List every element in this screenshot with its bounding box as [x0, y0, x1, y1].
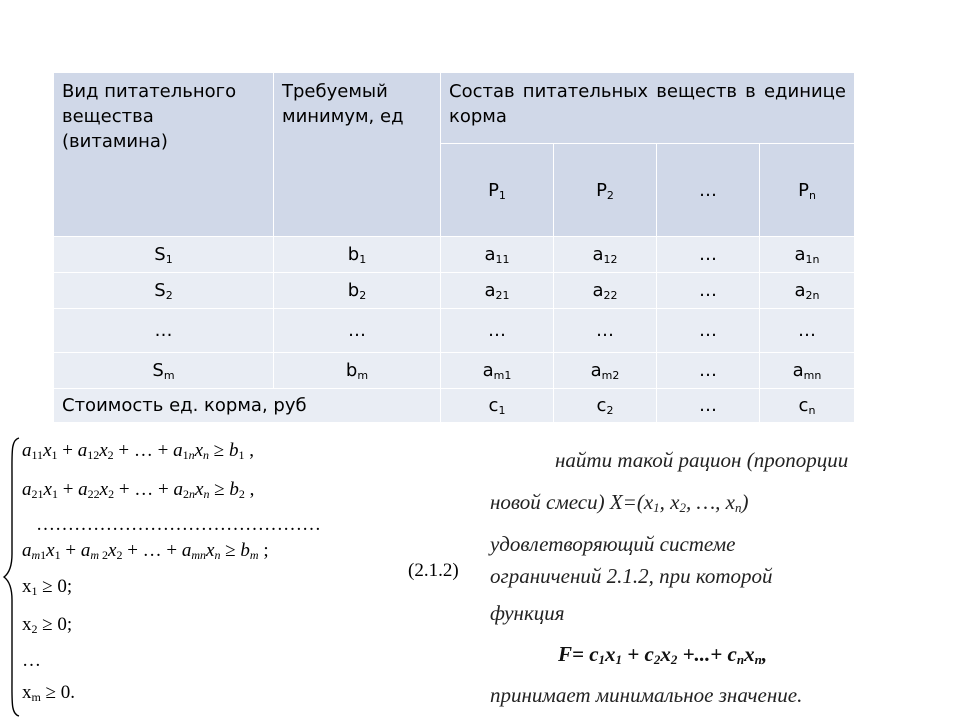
coefficient-cell: … — [657, 309, 760, 353]
coefficient-cell: $a_{21}$ — [441, 273, 554, 309]
feed-header-cell: $P_n$ — [760, 144, 855, 237]
nutrient-cell: $S_1$ — [54, 237, 274, 273]
header-nutrient-type: Вид питательного вещества (витамина) — [54, 73, 274, 237]
coefficient-cell: $a_{1n}$ — [760, 237, 855, 273]
coefficient-cell: … — [554, 309, 657, 353]
cost-cell: … — [657, 389, 760, 423]
coefficient-cell: $a_{22}$ — [554, 273, 657, 309]
cost-row — [54, 389, 855, 423]
constraint-row-m: $a_{m1}x_1 + a_{m 2}x_2$ + … + $a_{mn}x_n \ge b_m$ ; — [22, 540, 269, 562]
cost-label: Стоимость ед. корма, руб — [54, 389, 441, 423]
table-row — [54, 309, 855, 353]
text-line: функция — [490, 601, 565, 625]
coefficient-cell: $a_{11}$ — [441, 237, 554, 273]
left-brace — [2, 436, 22, 718]
table-row — [54, 273, 855, 309]
text-line: ограничений 2.1.2, при которой — [490, 564, 773, 588]
cost-cell: $c_1$ — [441, 389, 554, 423]
header-required-minimum: Требуемый минимум, ед — [274, 73, 441, 237]
feed-header-cell: … — [657, 144, 760, 237]
coefficient-cell: … — [657, 273, 760, 309]
nonneg-x2: $x_2 \ge 0$; — [22, 614, 73, 636]
coefficient-cell: $a_{mn}$ — [760, 353, 855, 389]
coefficient-cell: $a_{2n}$ — [760, 273, 855, 309]
nonneg-ellipsis: … — [22, 650, 41, 671]
constraint-row-1: $a_{11}x_1 + a_{12}x_2$ + … + $a_{1n}x_n \ge b_1$ , — [22, 440, 254, 462]
nonneg-x1: $x_1 \ge 0$; — [22, 576, 73, 598]
constraint-dots: ……………………………………… — [36, 514, 321, 535]
cost-cell: $c_n$ — [760, 389, 855, 423]
minimum-cell: $b_2$ — [274, 273, 441, 309]
nutrient-cell: $S_2$ — [54, 273, 274, 309]
table-row — [54, 353, 855, 389]
text-line: принимает минимальное значение. — [490, 683, 803, 707]
coefficient-cell: $a_{m1}$ — [441, 353, 554, 389]
coefficient-cell: $a_{m2}$ — [554, 353, 657, 389]
table-row — [54, 237, 855, 273]
coefficient-cell: $a_{12}$ — [554, 237, 657, 273]
text-line: удовлетворяющий системе — [490, 532, 736, 556]
objective-function: $F= c_1x_1 + c_2x_2$ +...+ $c_nx_n$, — [558, 642, 768, 667]
coefficient-cell: … — [657, 237, 760, 273]
minimum-cell: … — [274, 309, 441, 353]
nonneg-xm: $x_m \ge 0$. — [22, 682, 76, 704]
nutrient-cell: … — [54, 309, 274, 353]
feed-header-cell: $P_2$ — [554, 144, 657, 237]
minimum-cell: $b_m$ — [274, 353, 441, 389]
minimum-cell: $b_1$ — [274, 237, 441, 273]
nutrient-cell: $S_m$ — [54, 353, 274, 389]
equation-number: (2.1.2) — [408, 560, 459, 581]
data-table — [53, 72, 855, 423]
coefficient-cell: … — [760, 309, 855, 353]
text-line: найти такой рацион (пропорции — [555, 448, 849, 472]
constraint-row-2: $a_{21}x_1 + a_{22}x_2$ + … + $a_{2n}x_n \ge b_2$ , — [22, 479, 255, 501]
header-composition: Состав питательных веществ в единице корма — [441, 73, 855, 144]
coefficient-cell: … — [657, 353, 760, 389]
feed-header-cell: $P_1$ — [441, 144, 554, 237]
text-line: новой смеси) $X=(x_1$, $x_2$, …, $x_n$) — [490, 490, 749, 515]
coefficient-cell: … — [441, 309, 554, 353]
cost-cell: $c_2$ — [554, 389, 657, 423]
